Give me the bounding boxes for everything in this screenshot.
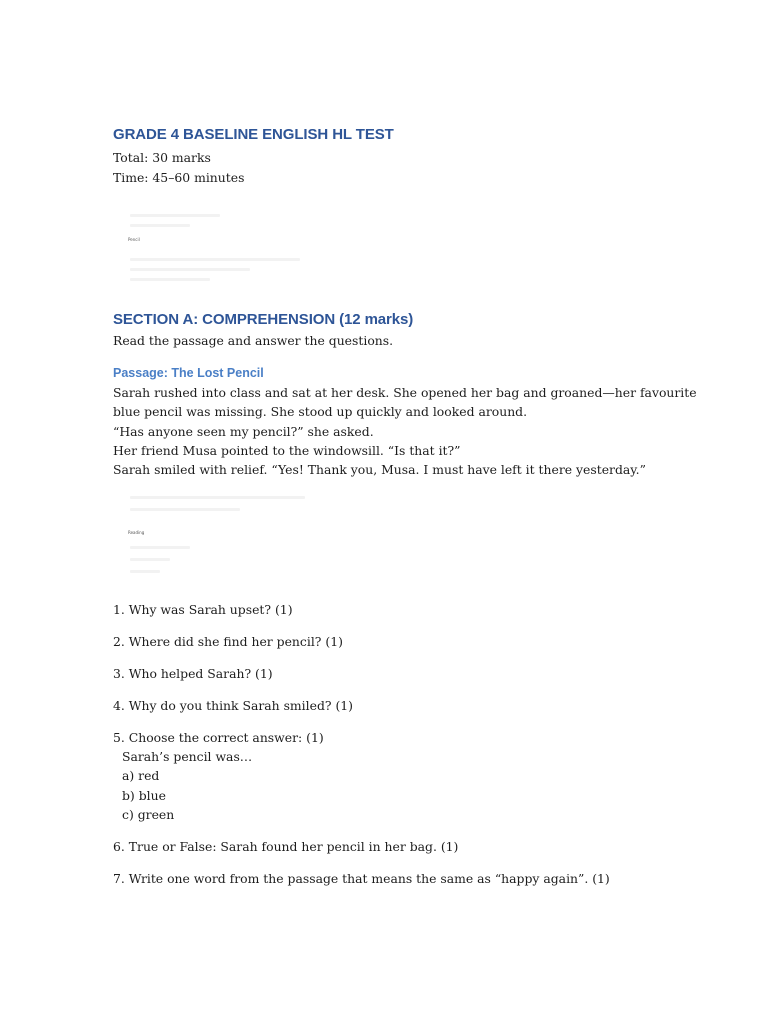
faint-line	[130, 268, 250, 271]
option-a: a) red	[122, 768, 160, 783]
time-allowed: Time: 45–60 minutes	[113, 170, 245, 185]
question-2: 2. Where did she find her pencil? (1)	[113, 634, 343, 649]
passage-title: Passage: The Lost Pencil	[113, 366, 264, 380]
reading-image	[126, 490, 316, 580]
passage-line: “Has anyone seen my pencil?” she asked.	[113, 424, 374, 439]
passage-line: blue pencil was missing. She stood up quickly and looked around.	[113, 404, 528, 419]
faint-line	[130, 224, 190, 227]
page-title: GRADE 4 BASELINE ENGLISH HL TEST	[113, 126, 394, 143]
faint-line	[130, 496, 305, 499]
pencil-image-label: Pencil	[128, 237, 140, 242]
faint-line	[130, 278, 210, 281]
option-b: b) blue	[122, 788, 166, 803]
question-4: 4. Why do you think Sarah smiled? (1)	[113, 698, 354, 713]
question-5: 5. Choose the correct answer: (1)	[113, 730, 324, 745]
faint-line	[130, 546, 190, 549]
passage-line: Sarah smiled with relief. “Yes! Thank you, Musa. I must have left it there yesterday.”	[113, 462, 646, 477]
option-c: c) green	[122, 807, 175, 822]
question-6: 6. True or False: Sarah found her pencil in her bag. (1)	[113, 839, 459, 854]
section-a-heading: SECTION A: COMPREHENSION (12 marks)	[113, 311, 414, 328]
section-a-instruction: Read the passage and answer the questions.	[113, 333, 394, 348]
reading-image-label: Reading	[128, 530, 145, 535]
faint-line	[130, 570, 160, 573]
question-5-stem: Sarah’s pencil was…	[122, 749, 253, 764]
passage-line: Her friend Musa pointed to the windowsill. “Is that it?”	[113, 443, 461, 458]
question-1: 1. Why was Sarah upset? (1)	[113, 602, 293, 617]
faint-line	[130, 258, 300, 261]
question-7: 7. Write one word from the passage that means the same as “happy again”. (1)	[113, 871, 610, 886]
passage-line: Sarah rushed into class and sat at her desk. She opened her bag and groaned—her favourite	[113, 385, 697, 400]
faint-line	[130, 214, 220, 217]
total-marks: Total: 30 marks	[113, 150, 211, 165]
faint-line	[130, 558, 170, 561]
faint-line	[130, 508, 240, 511]
pencil-image	[126, 210, 306, 290]
question-3: 3. Who helped Sarah? (1)	[113, 666, 273, 681]
